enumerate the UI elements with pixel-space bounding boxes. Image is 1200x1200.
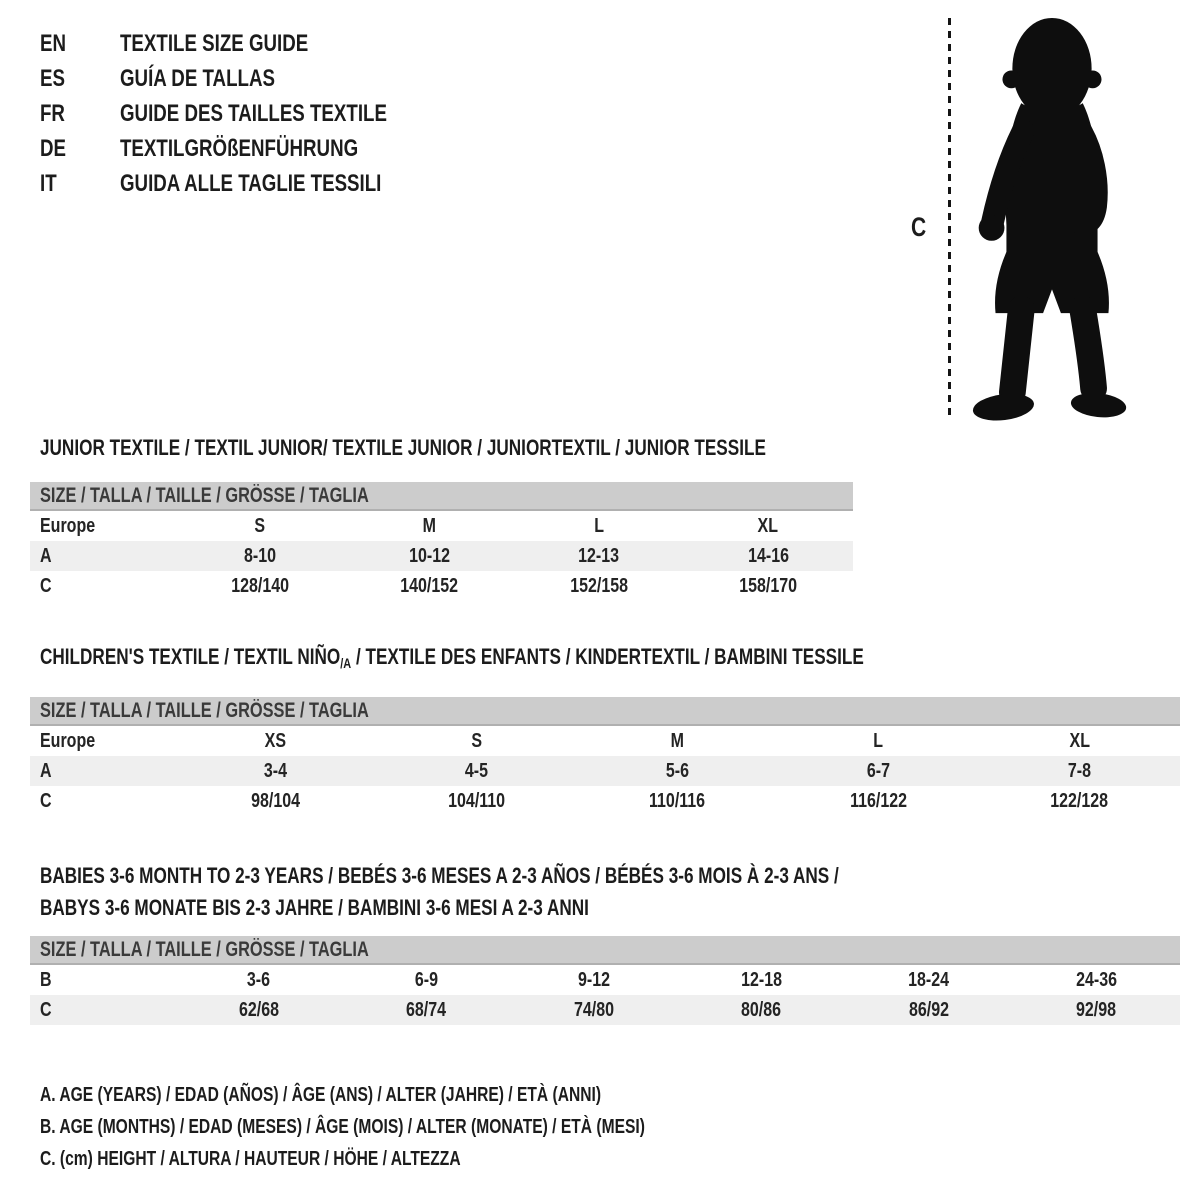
table-cell: L	[593, 514, 604, 537]
row-label-cell: C	[40, 998, 52, 1021]
table-cell: 116/122	[850, 789, 907, 812]
table-cell: 4-5	[464, 759, 489, 782]
language-code: ES	[40, 64, 65, 92]
row-label-cell: C	[40, 574, 52, 597]
height-measure-figure	[895, 10, 1180, 434]
language-code: FR	[40, 99, 65, 127]
table-cell: XL	[758, 514, 779, 537]
junior-size-bar	[30, 482, 853, 511]
language-row-de	[40, 131, 462, 166]
table-cell: 8-10	[243, 544, 276, 567]
row-label-cell: A	[40, 759, 52, 782]
language-code: DE	[40, 134, 67, 162]
babies-size-bar	[30, 936, 1180, 965]
table-cell: 158/170	[739, 574, 798, 597]
size-bar-label: SIZE / TALLA / TAILLE / GRÖSSE / TAGLIA	[40, 937, 369, 961]
table-cell: 110/116	[649, 789, 706, 812]
table-cell: M	[670, 729, 685, 752]
table-cell: 7-8	[1067, 759, 1092, 782]
children-size-bar	[30, 697, 1180, 726]
table-row	[30, 541, 853, 571]
table-cell: L	[873, 729, 884, 752]
row-label-cell: A	[40, 544, 52, 567]
measure-dashed-line	[948, 18, 951, 418]
language-code: EN	[40, 29, 67, 57]
table-cell: 5-6	[665, 759, 690, 782]
language-row-en	[40, 26, 462, 61]
size-guide-content	[30, 436, 1180, 1175]
table-cell: 86/92	[908, 998, 949, 1021]
table-cell: 68/74	[406, 998, 447, 1021]
table-row	[30, 726, 1180, 756]
table-row	[30, 965, 1180, 995]
language-title: GUIDE DES TAILLES TEXTILE	[120, 99, 387, 127]
table-cell: 9-12	[577, 968, 610, 991]
table-cell: 3-6	[247, 968, 271, 991]
junior-section-heading: JUNIOR TEXTILE / TEXTIL JUNIOR/ TEXTILE JUNIOR / JUNIORTEXTIL / JUNIOR TESSILE	[40, 435, 766, 460]
language-row-fr	[40, 96, 462, 131]
table-row	[30, 786, 1180, 816]
language-title: GUIDA ALLE TAGLIE TESSILI	[120, 169, 382, 197]
table-row	[30, 995, 1180, 1025]
junior-size-table	[30, 482, 853, 601]
language-title: TEXTILE SIZE GUIDE	[120, 29, 309, 57]
table-cell: 104/110	[448, 789, 505, 812]
babies-section-heading: BABIES 3-6 MONTH TO 2-3 YEARS / BEBÉS 3-6 MESES A 2-3 AÑOS / BÉBÉS 3-6 MOIS À 2-3 ANS / BABYS 3-6 MONATE BIS 2-3 JAHRE / BAMBINI 3-6 MESI A 2-3 ANNI	[40, 863, 839, 920]
language-list	[40, 26, 462, 201]
legend-line-c: C. (cm) HEIGHT / ALTURA / HAUTEUR / HÖHE / ALTEZZA	[40, 1148, 461, 1170]
table-cell: S	[471, 729, 482, 752]
table-cell: 24-36	[1075, 968, 1117, 991]
measure-legend	[40, 1079, 1180, 1175]
language-title: TEXTILGRÖßENFÜHRUNG	[120, 134, 359, 162]
table-cell: 12-18	[740, 968, 782, 991]
table-cell: XS	[264, 729, 287, 752]
table-cell: 98/104	[251, 789, 300, 812]
table-cell: 122/128	[1050, 789, 1109, 812]
table-cell: 6-7	[866, 759, 891, 782]
toddler-silhouette-icon	[961, 12, 1141, 428]
table-row	[30, 511, 853, 541]
babies-size-table	[30, 936, 1180, 1025]
table-cell: 12-13	[578, 544, 620, 567]
language-row-it	[40, 166, 462, 201]
children-section-heading: CHILDREN'S TEXTILE / TEXTIL NIÑO/A / TEXTILE DES ENFANTS / KINDERTEXTIL / BAMBINI TESSILE	[40, 644, 864, 671]
table-cell: 6-9	[414, 968, 438, 991]
table-cell: M	[422, 514, 436, 537]
row-label-cell: B	[40, 968, 52, 991]
children-size-table	[30, 697, 1180, 816]
table-cell: XL	[1069, 729, 1090, 752]
table-row	[30, 571, 853, 601]
table-cell: 3-4	[263, 759, 288, 782]
table-cell: S	[254, 514, 266, 537]
legend-line-b: B. AGE (MONTHS) / EDAD (MESES) / ÂGE (MOIS) / ALTER (MONATE) / ETÀ (MESI)	[40, 1116, 645, 1138]
size-bar-label: SIZE / TALLA / TAILLE / GRÖSSE / TAGLIA	[40, 698, 369, 722]
table-cell: 80/86	[741, 998, 782, 1021]
measure-label-c: C	[911, 212, 927, 242]
table-cell: 62/68	[238, 998, 279, 1021]
table-cell: 140/152	[400, 574, 459, 597]
table-cell: 128/140	[230, 574, 289, 597]
table-cell: 92/98	[1076, 998, 1117, 1021]
heading-subscript: /A	[340, 655, 352, 671]
language-code: IT	[40, 169, 57, 197]
size-bar-label: SIZE / TALLA / TAILLE / GRÖSSE / TAGLIA	[40, 483, 369, 507]
row-label-cell: C	[40, 789, 52, 812]
table-cell: 14-16	[747, 544, 789, 567]
table-row	[30, 756, 1180, 786]
legend-line-a: A. AGE (YEARS) / EDAD (AÑOS) / ÂGE (ANS) / ALTER (JAHRE) / ETÀ (ANNI)	[40, 1084, 602, 1106]
table-cell: 152/158	[569, 574, 628, 597]
row-label-cell: Europe	[40, 514, 96, 537]
table-cell: 10-12	[408, 544, 450, 567]
table-cell: 18-24	[908, 968, 950, 991]
row-label-cell: Europe	[40, 729, 96, 752]
language-row-es	[40, 61, 462, 96]
language-title: GUÍA DE TALLAS	[120, 64, 275, 92]
table-cell: 74/80	[573, 998, 614, 1021]
